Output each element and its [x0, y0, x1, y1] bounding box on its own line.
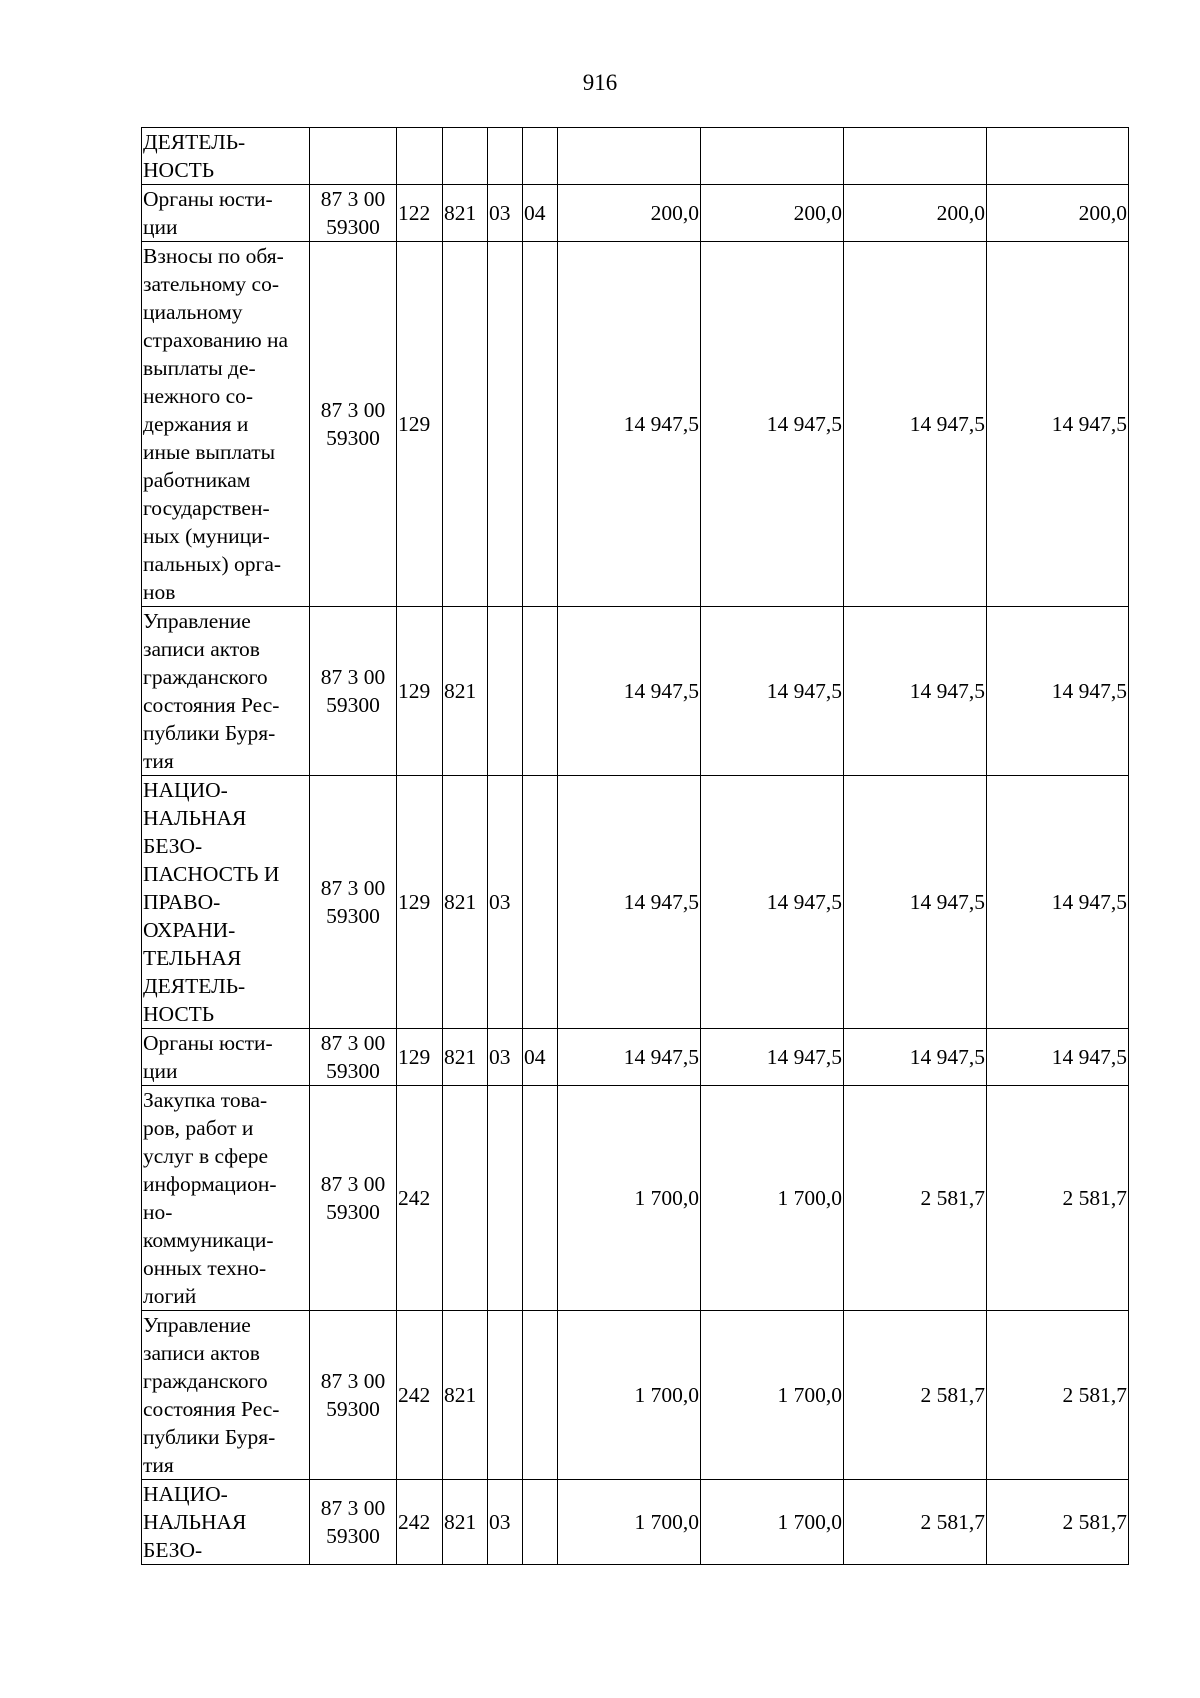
- expense-type-cell: 242: [397, 1086, 443, 1311]
- target-article-cell: 87 3 00 59300: [310, 776, 397, 1029]
- administrator-code-cell: 821: [443, 776, 488, 1029]
- item-name-cell: Органы юсти- ции: [142, 1029, 310, 1086]
- amount-cell-4: 14 947,5: [987, 776, 1129, 1029]
- amount-cell-3: 14 947,5: [844, 607, 987, 776]
- subsection-code-cell: [523, 607, 558, 776]
- item-name-cell: Закупка това- ров, работ и услуг в сфере информацион- но- коммуникаци- онных техно- логий: [142, 1086, 310, 1311]
- amount-cell-1: 14 947,5: [558, 1029, 701, 1086]
- table-row: [142, 128, 1129, 185]
- amount-cell-4: 14 947,5: [987, 242, 1129, 607]
- amount-cell-3: 14 947,5: [844, 776, 987, 1029]
- amount-cell-3: 14 947,5: [844, 242, 987, 607]
- expense-type-cell: 129: [397, 607, 443, 776]
- amount-cell-3: 14 947,5: [844, 1029, 987, 1086]
- item-name-cell: Органы юсти- ции: [142, 185, 310, 242]
- amount-cell-2: 14 947,5: [701, 607, 844, 776]
- amount-cell-2: [701, 128, 844, 185]
- budget-table: [141, 127, 1129, 1565]
- amount-cell-1: 200,0: [558, 185, 701, 242]
- target-article-cell: 87 3 00 59300: [310, 1480, 397, 1565]
- amount-cell-4: 14 947,5: [987, 1029, 1129, 1086]
- amount-cell-4: 14 947,5: [987, 607, 1129, 776]
- amount-cell-1: 1 700,0: [558, 1086, 701, 1311]
- table-row: [142, 1480, 1129, 1565]
- administrator-code-cell: [443, 1086, 488, 1311]
- table-body: [142, 128, 1129, 1565]
- amount-cell-3: 2 581,7: [844, 1086, 987, 1311]
- amount-cell-4: 200,0: [987, 185, 1129, 242]
- administrator-code-cell: 821: [443, 185, 488, 242]
- target-article-cell: 87 3 00 59300: [310, 185, 397, 242]
- administrator-code-cell: [443, 242, 488, 607]
- amount-cell-4: [987, 128, 1129, 185]
- amount-cell-2: 14 947,5: [701, 242, 844, 607]
- section-code-cell: 03: [488, 776, 523, 1029]
- section-code-cell: [488, 1086, 523, 1311]
- amount-cell-3: 2 581,7: [844, 1311, 987, 1480]
- section-code-cell: 03: [488, 185, 523, 242]
- amount-cell-1: [558, 128, 701, 185]
- expense-type-cell: 122: [397, 185, 443, 242]
- section-code-cell: 03: [488, 1029, 523, 1086]
- amount-cell-2: 14 947,5: [701, 776, 844, 1029]
- subsection-code-cell: [523, 128, 558, 185]
- subsection-code-cell: [523, 776, 558, 1029]
- expense-type-cell: 242: [397, 1311, 443, 1480]
- item-name-cell: ДЕЯТЕЛЬ- НОСТЬ: [142, 128, 310, 185]
- table-row: [142, 242, 1129, 607]
- expense-type-cell: [397, 128, 443, 185]
- amount-cell-1: 14 947,5: [558, 776, 701, 1029]
- expense-type-cell: 242: [397, 1480, 443, 1565]
- item-name-cell: Управление записи актов гражданского состояния Рес- публики Буря- тия: [142, 607, 310, 776]
- target-article-cell: [310, 128, 397, 185]
- target-article-cell: 87 3 00 59300: [310, 242, 397, 607]
- table-row: [142, 1086, 1129, 1311]
- target-article-cell: 87 3 00 59300: [310, 1029, 397, 1086]
- page-number: 916: [582, 70, 618, 95]
- amount-cell-2: 1 700,0: [701, 1086, 844, 1311]
- subsection-code-cell: [523, 1086, 558, 1311]
- table-row: [142, 1311, 1129, 1480]
- amount-cell-4: 2 581,7: [987, 1086, 1129, 1311]
- table-row: [142, 607, 1129, 776]
- item-name-cell: Управление записи актов гражданского состояния Рес- публики Буря- тия: [142, 1311, 310, 1480]
- table-row: [142, 1029, 1129, 1086]
- administrator-code-cell: 821: [443, 1029, 488, 1086]
- amount-cell-1: 14 947,5: [558, 242, 701, 607]
- administrator-code-cell: 821: [443, 607, 488, 776]
- section-code-cell: [488, 607, 523, 776]
- section-code-cell: 03: [488, 1480, 523, 1565]
- table-row: [142, 776, 1129, 1029]
- expense-type-cell: 129: [397, 776, 443, 1029]
- subsection-code-cell: [523, 1311, 558, 1480]
- item-name-cell: Взносы по обя- зательному со- циальному страхованию на выплаты де- нежного со- держания и иные выплаты работникам государствен- ных (муници- пальных) орга- нов: [142, 242, 310, 607]
- amount-cell-2: 1 700,0: [701, 1480, 844, 1565]
- amount-cell-2: 1 700,0: [701, 1311, 844, 1480]
- section-code-cell: [488, 128, 523, 185]
- administrator-code-cell: [443, 128, 488, 185]
- target-article-cell: 87 3 00 59300: [310, 1086, 397, 1311]
- subsection-code-cell: [523, 242, 558, 607]
- amount-cell-4: 2 581,7: [987, 1480, 1129, 1565]
- expense-type-cell: 129: [397, 1029, 443, 1086]
- item-name-cell: НАЦИО- НАЛЬНАЯ БЕЗО- ПАСНОСТЬ И ПРАВО- ОХРАНИ- ТЕЛЬНАЯ ДЕЯТЕЛЬ- НОСТЬ: [142, 776, 310, 1029]
- administrator-code-cell: 821: [443, 1480, 488, 1565]
- subsection-code-cell: 04: [523, 185, 558, 242]
- subsection-code-cell: [523, 1480, 558, 1565]
- section-code-cell: [488, 242, 523, 607]
- subsection-code-cell: 04: [523, 1029, 558, 1086]
- amount-cell-2: 14 947,5: [701, 1029, 844, 1086]
- amount-cell-1: 14 947,5: [558, 607, 701, 776]
- target-article-cell: 87 3 00 59300: [310, 1311, 397, 1480]
- amount-cell-4: 2 581,7: [987, 1311, 1129, 1480]
- amount-cell-3: 2 581,7: [844, 1480, 987, 1565]
- amount-cell-2: 200,0: [701, 185, 844, 242]
- table-row: [142, 185, 1129, 242]
- amount-cell-3: 200,0: [844, 185, 987, 242]
- expense-type-cell: 129: [397, 242, 443, 607]
- administrator-code-cell: 821: [443, 1311, 488, 1480]
- amount-cell-3: [844, 128, 987, 185]
- section-code-cell: [488, 1311, 523, 1480]
- target-article-cell: 87 3 00 59300: [310, 607, 397, 776]
- amount-cell-1: 1 700,0: [558, 1311, 701, 1480]
- amount-cell-1: 1 700,0: [558, 1480, 701, 1565]
- item-name-cell: НАЦИО- НАЛЬНАЯ БЕЗО-: [142, 1480, 310, 1565]
